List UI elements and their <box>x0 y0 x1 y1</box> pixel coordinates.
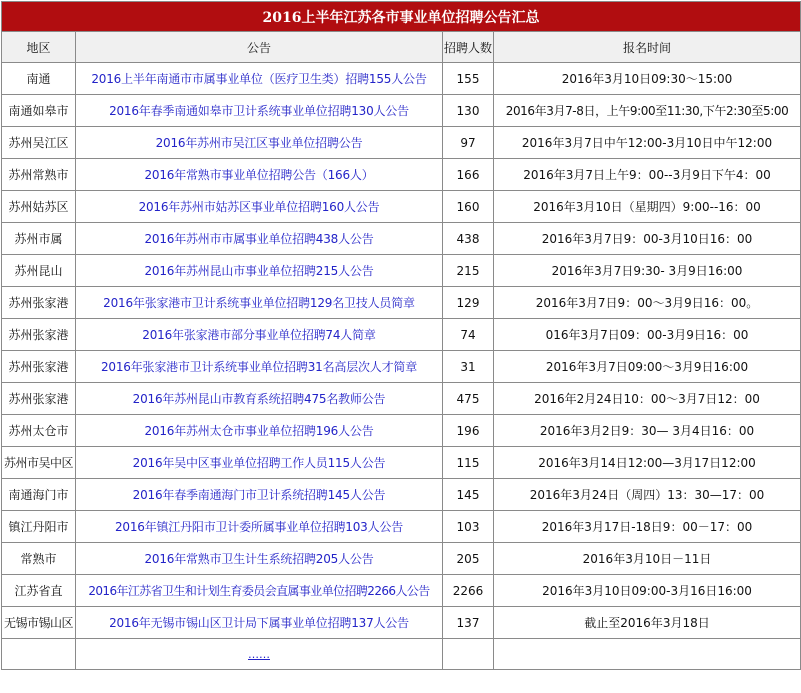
more-cell <box>76 639 443 670</box>
time-cell: 2016年3月7日中午12:00-3月10日中午12:00 <box>494 127 801 159</box>
notice-cell <box>76 287 443 319</box>
time-cell: 截止至2016年3月18日 <box>494 607 801 639</box>
notice-cell <box>76 511 443 543</box>
region-cell: 常熟市 <box>2 543 76 575</box>
time-cell: 2016年3月2日9：30— 3月4日16：00 <box>494 415 801 447</box>
notice-link[interactable]: 2016年常熟市事业单位招聘公告（166人） <box>144 168 374 182</box>
notice-cell <box>76 383 443 415</box>
region-cell: 苏州昆山 <box>2 255 76 287</box>
region-cell: 苏州太仓市 <box>2 415 76 447</box>
notice-link[interactable]: 2016年苏州昆山市教育系统招聘475名教师公告 <box>132 392 386 406</box>
notice-cell <box>76 543 443 575</box>
header-notice: 公告 <box>76 32 443 63</box>
region-cell: 无锡市锡山区 <box>2 607 76 639</box>
notice-cell <box>76 191 443 223</box>
table-row <box>2 511 801 543</box>
notice-link[interactable]: 2016年张家港市卫计系统事业单位招聘129名卫技人员简章 <box>103 296 415 310</box>
table-row <box>2 383 801 415</box>
notice-cell <box>76 607 443 639</box>
count-cell: 160 <box>443 191 494 223</box>
count-cell: 438 <box>443 223 494 255</box>
count-cell: 145 <box>443 479 494 511</box>
count-cell: 97 <box>443 127 494 159</box>
table-row <box>2 223 801 255</box>
count-cell: 130 <box>443 95 494 127</box>
region-cell: 苏州张家港 <box>2 383 76 415</box>
header-time: 报名时间 <box>494 32 801 63</box>
table-row <box>2 351 801 383</box>
count-cell: 115 <box>443 447 494 479</box>
empty-cell <box>443 639 494 670</box>
more-link[interactable]: …… <box>248 648 270 661</box>
count-cell: 31 <box>443 351 494 383</box>
notice-link[interactable]: 2016年镇江丹阳市卫计委所属事业单位招聘103人公告 <box>114 520 404 534</box>
region-cell: 苏州吴江区 <box>2 127 76 159</box>
region-cell: 苏州市属 <box>2 223 76 255</box>
notice-link[interactable]: 2016年春季南通海门市卫计系统招聘145人公告 <box>132 488 386 502</box>
time-cell: 2016年3月10日－11日 <box>494 543 801 575</box>
table-row <box>2 287 801 319</box>
header-region: 地区 <box>2 32 76 63</box>
notice-cell <box>76 255 443 287</box>
notice-link[interactable]: 2016年常熟市卫生计生系统招聘205人公告 <box>144 552 374 566</box>
notice-link[interactable]: 2016年江苏省卫生和计划生育委员会直属事业单位招聘2266人公告 <box>88 584 430 598</box>
time-cell: 2016年3月7日9：00～3月9日16：00。 <box>494 287 801 319</box>
notice-cell <box>76 479 443 511</box>
count-cell: 205 <box>443 543 494 575</box>
region-cell: 苏州市吴中区 <box>2 447 76 479</box>
table-row <box>2 543 801 575</box>
region-cell: 南通 <box>2 63 76 95</box>
region-cell: 南通如皋市 <box>2 95 76 127</box>
notice-link[interactable]: 2016年春季南通如皋市卫计系统事业单位招聘130人公告 <box>109 104 409 118</box>
region-cell: 苏州姑苏区 <box>2 191 76 223</box>
notice-link[interactable]: 2016年张家港市卫计系统事业单位招聘31名高层次人才简章 <box>100 360 417 374</box>
table-row <box>2 447 801 479</box>
count-cell: 129 <box>443 287 494 319</box>
time-cell: 2016年3月7日9:30- 3月9日16:00 <box>494 255 801 287</box>
table-row <box>2 319 801 351</box>
table-row <box>2 479 801 511</box>
notice-cell <box>76 223 443 255</box>
notice-link[interactable]: 2016年吴中区事业单位招聘工作人员115人公告 <box>132 456 386 470</box>
region-cell: 苏州常熟市 <box>2 159 76 191</box>
notice-cell <box>76 351 443 383</box>
table-row <box>2 415 801 447</box>
table-row <box>2 191 801 223</box>
table-row <box>2 575 801 607</box>
region-cell: 苏州张家港 <box>2 287 76 319</box>
table-row <box>2 95 801 127</box>
notice-link[interactable]: 2016上半年南通市市属事业单位（医疗卫生类）招聘155人公告 <box>91 72 427 86</box>
table-title: 2016上半年江苏各市事业单位招聘公告汇总 <box>2 2 801 32</box>
count-cell: 166 <box>443 159 494 191</box>
time-cell: 2016年3月24日（周四）13：30—17：00 <box>494 479 801 511</box>
time-cell: 2016年3月17日-18日9：00－17：00 <box>494 511 801 543</box>
notice-link[interactable]: 2016年张家港市部分事业单位招聘74人简章 <box>142 328 376 342</box>
header-count: 招聘人数 <box>443 32 494 63</box>
count-cell: 74 <box>443 319 494 351</box>
notice-cell <box>76 447 443 479</box>
count-cell: 475 <box>443 383 494 415</box>
notice-cell <box>76 95 443 127</box>
notice-cell <box>76 63 443 95</box>
region-cell: 镇江丹阳市 <box>2 511 76 543</box>
time-cell: 2016年3月7-8日，上午9:00至11:30,下午2:30至5:00 <box>494 95 801 127</box>
empty-cell <box>494 639 801 670</box>
region-cell: 苏州张家港 <box>2 351 76 383</box>
time-cell: 2016年3月7日09:00～3月9日16:00 <box>494 351 801 383</box>
notice-link[interactable]: 2016年无锡市锡山区卫计局下属事业单位招聘137人公告 <box>109 616 409 630</box>
table-row <box>2 607 801 639</box>
time-cell: 2016年3月10日（星期四）9:00--16：00 <box>494 191 801 223</box>
time-cell: 2016年3月7日9：00-3月10日16：00 <box>494 223 801 255</box>
notice-link[interactable]: 2016年苏州昆山市事业单位招聘215人公告 <box>144 264 374 278</box>
notice-cell <box>76 319 443 351</box>
notice-link[interactable]: 2016年苏州市姑苏区事业单位招聘160人公告 <box>138 200 380 214</box>
table-row <box>2 127 801 159</box>
notice-cell <box>76 575 443 607</box>
time-cell: 2016年2月24日10：00～3月7日12：00 <box>494 383 801 415</box>
notice-link[interactable]: 2016年苏州市市属事业单位招聘438人公告 <box>144 232 374 246</box>
recruitment-table <box>1 1 801 670</box>
time-cell: 2016年3月7日上午9：00--3月9日下午4：00 <box>494 159 801 191</box>
count-cell: 2266 <box>443 575 494 607</box>
count-cell: 137 <box>443 607 494 639</box>
time-cell: 2016年3月14日12:00—3月17日12:00 <box>494 447 801 479</box>
time-cell: 2016年3月10日09:00-3月16日16:00 <box>494 575 801 607</box>
time-cell: 2016年3月10日09:30～15:00 <box>494 63 801 95</box>
empty-cell <box>2 639 76 670</box>
region-cell: 苏州张家港 <box>2 319 76 351</box>
count-cell: 196 <box>443 415 494 447</box>
region-cell: 南通海门市 <box>2 479 76 511</box>
table-row-more <box>2 639 801 670</box>
notice-link[interactable]: 2016年苏州市吴江区事业单位招聘公告 <box>155 136 363 150</box>
region-cell: 江苏省直 <box>2 575 76 607</box>
time-cell: 016年3月7日09：00-3月9日16：00 <box>494 319 801 351</box>
count-cell: 155 <box>443 63 494 95</box>
notice-cell <box>76 127 443 159</box>
notice-cell <box>76 159 443 191</box>
count-cell: 215 <box>443 255 494 287</box>
table-row <box>2 63 801 95</box>
table-row <box>2 255 801 287</box>
table-row <box>2 159 801 191</box>
count-cell: 103 <box>443 511 494 543</box>
notice-link[interactable]: 2016年苏州太仓市事业单位招聘196人公告 <box>144 424 374 438</box>
notice-cell <box>76 415 443 447</box>
